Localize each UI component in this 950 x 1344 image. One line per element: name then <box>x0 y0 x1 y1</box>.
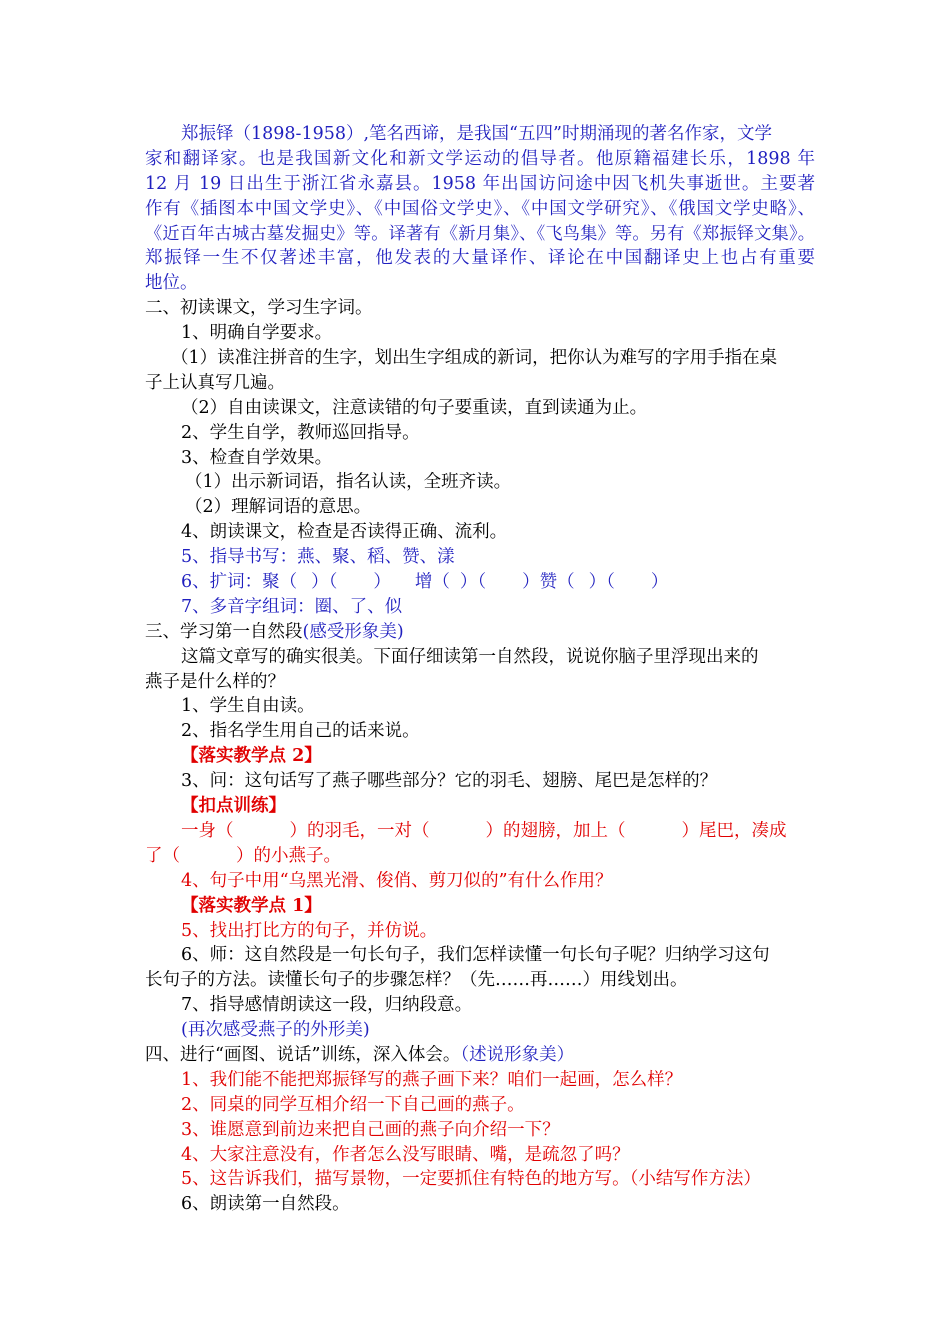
fill-c: ）的翅膀，加上（ <box>485 820 626 841</box>
section2-step6-expand-words <box>145 570 815 595</box>
section3-heading <box>145 620 815 645</box>
section2-step7: 7、多音字组词：圈、了、似 <box>181 596 403 617</box>
fill-blank-line2 <box>145 844 815 869</box>
section4-step6: 6、朗读第一自然段。 <box>181 1194 350 1215</box>
fill-e: 了（ <box>145 845 180 866</box>
expand-char-ju: 聚（ <box>262 572 298 593</box>
section4-heading <box>145 1043 815 1068</box>
section4-step2: 2、同桌的同学互相介绍一下自己画的燕子。 <box>181 1094 525 1115</box>
expand-paren-3: ）（ <box>459 572 487 593</box>
fill-b: ）的羽毛，一对（ <box>289 820 430 841</box>
intro-line-7: 地位。 <box>145 273 198 294</box>
section4-step3: 3、谁愿意到前边来把自己画的燕子向介绍一下？ <box>181 1119 560 1140</box>
section3-step4: 4、句子中用“乌黑光滑、俊俏、剪刀似的”有什么作用？ <box>181 870 613 891</box>
section3-step1: 1、学生自由读。 <box>181 696 315 717</box>
section2-step3a: （1）出示新词语，指名认读，全班齐读。 <box>185 472 512 493</box>
intro-line-6: 郑振铎一生不仅著述丰富，他发表的大量译作、译论在中国翻译史上也占有重要 <box>145 248 815 269</box>
intro-line-2: 家和翻译家。也是我国新文化和新文学运动的倡导者。他原籍福建长乐，1898 年 <box>145 148 815 169</box>
section3-heading-main: 三、学习第一自然段 <box>145 621 303 642</box>
section3-step6-line2: 长句子的方法。读懂长句子的步骤怎样？（先……再……）用线划出。 <box>145 970 688 991</box>
section2-step1a-line2: 子上认真写几遍。 <box>145 372 285 393</box>
section4-step1: 1、我们能不能把郑振铎写的燕子画下来？咱们一起画，怎么样？ <box>181 1069 683 1090</box>
intro-line-3: 12 月 19 日出生于浙江省永嘉县。1958 年出国访问途中因飞机失事逝世。主要著 <box>145 173 815 194</box>
section4-heading-main: 四、进行“画图、说话”训练，深入体会。 <box>145 1044 461 1065</box>
teaching-point-tag-2: 【落实教学点 2】 <box>181 746 322 767</box>
section3-intro-line1: 这篇文章写的确实很美。下面仔细读第一自然段，说说你脑子里浮现出来的 <box>181 646 759 667</box>
teaching-point-tag-1: 【落实教学点 1】 <box>181 895 322 916</box>
training-tag: 【扣点训练】 <box>181 796 286 817</box>
section2-step5: 5、指导书写：燕、聚、稻、赞、漾 <box>181 547 455 568</box>
section2-step1a-line1: （1）读准注拼音的生字，划出生字组成的新词，把你认为难写的字用手指在桌 <box>171 348 778 369</box>
expand-paren-1: ）（ <box>311 572 338 593</box>
document-page <box>145 122 815 1217</box>
section2-step3: 3、检查自学效果。 <box>181 447 333 468</box>
section2-step1: 1、明确自学要求。 <box>181 323 333 344</box>
section3-intro-line2: 燕子是什么样的？ <box>145 671 285 692</box>
section4-step4: 4、大家注意没有，作者怎么没写眼睛、嘴，是疏忽了吗？ <box>181 1144 630 1165</box>
section2-step3b: （2）理解词语的意思。 <box>185 497 372 518</box>
expand-label: 6、扩词： <box>181 572 263 593</box>
section3-step2: 2、指名学生用自己的话来说。 <box>181 721 420 742</box>
intro-line-1: 郑振铎（1898-1958）,笔名西谛，是我国“五四”时期涌现的著名作家，文学 <box>181 124 772 144</box>
expand-paren-6: ） <box>650 572 669 593</box>
section4-step5 <box>145 1167 815 1192</box>
section3-heading-note: (感受形象美) <box>302 621 404 642</box>
section3-step3: 3、问：这句话写了燕子哪些部分？它的羽毛、翅膀、尾巴是怎样的？ <box>181 771 718 792</box>
section3-note: (再次感受燕子的外形美) <box>181 1020 370 1041</box>
fill-a: 一身（ <box>181 820 234 841</box>
expand-paren-4-zan: ）赞（ <box>522 572 575 593</box>
section4-step5-note: （小结写作方法） <box>629 1169 761 1190</box>
section3-step5: 5、找出打比方的句子，并仿说。 <box>181 920 438 941</box>
section4-heading-note: （述说形象美） <box>460 1044 575 1065</box>
section3-step7: 7、指导感情朗读这一段，归纳段意。 <box>181 995 473 1016</box>
section2-heading: 二、初读课文，学习生字词。 <box>145 298 373 319</box>
section3-step6-line1: 6、师：这自然段是一句长句子，我们怎样读懂一句长句子呢？归纳学习这句 <box>181 945 770 966</box>
intro-line-5: 《近百年古城古墓发掘史》等。译著有《新月集》、《飞鸟集》等。另有《郑振铎文集》。 <box>145 223 815 244</box>
section2-step2: 2、学生自学，教师巡回指导。 <box>181 422 420 443</box>
expand-paren-5: ）（ <box>588 572 615 593</box>
intro-line-4: 作有《插图本中国文学史》、《中国俗文学史》、《中国文学研究》、《俄国文学史略》、 <box>145 198 815 219</box>
fill-blank-line1 <box>145 819 815 844</box>
expand-paren-2: ） <box>373 572 391 593</box>
fill-f: ）的小燕子。 <box>236 845 341 866</box>
section2-step4: 4、朗读课文，检查是否读得正确、流利。 <box>181 522 508 543</box>
expand-char-zeng: 增（ <box>414 572 450 593</box>
section4-step5-main: 5、这告诉我们，描写景物，一定要抓住有特色的地方写。 <box>181 1169 630 1190</box>
fill-d: ）尾巴，凑成 <box>681 820 787 841</box>
section2-step1b: （2）自由读课文，注意读错的句子要重读，直到读通为止。 <box>181 397 648 418</box>
